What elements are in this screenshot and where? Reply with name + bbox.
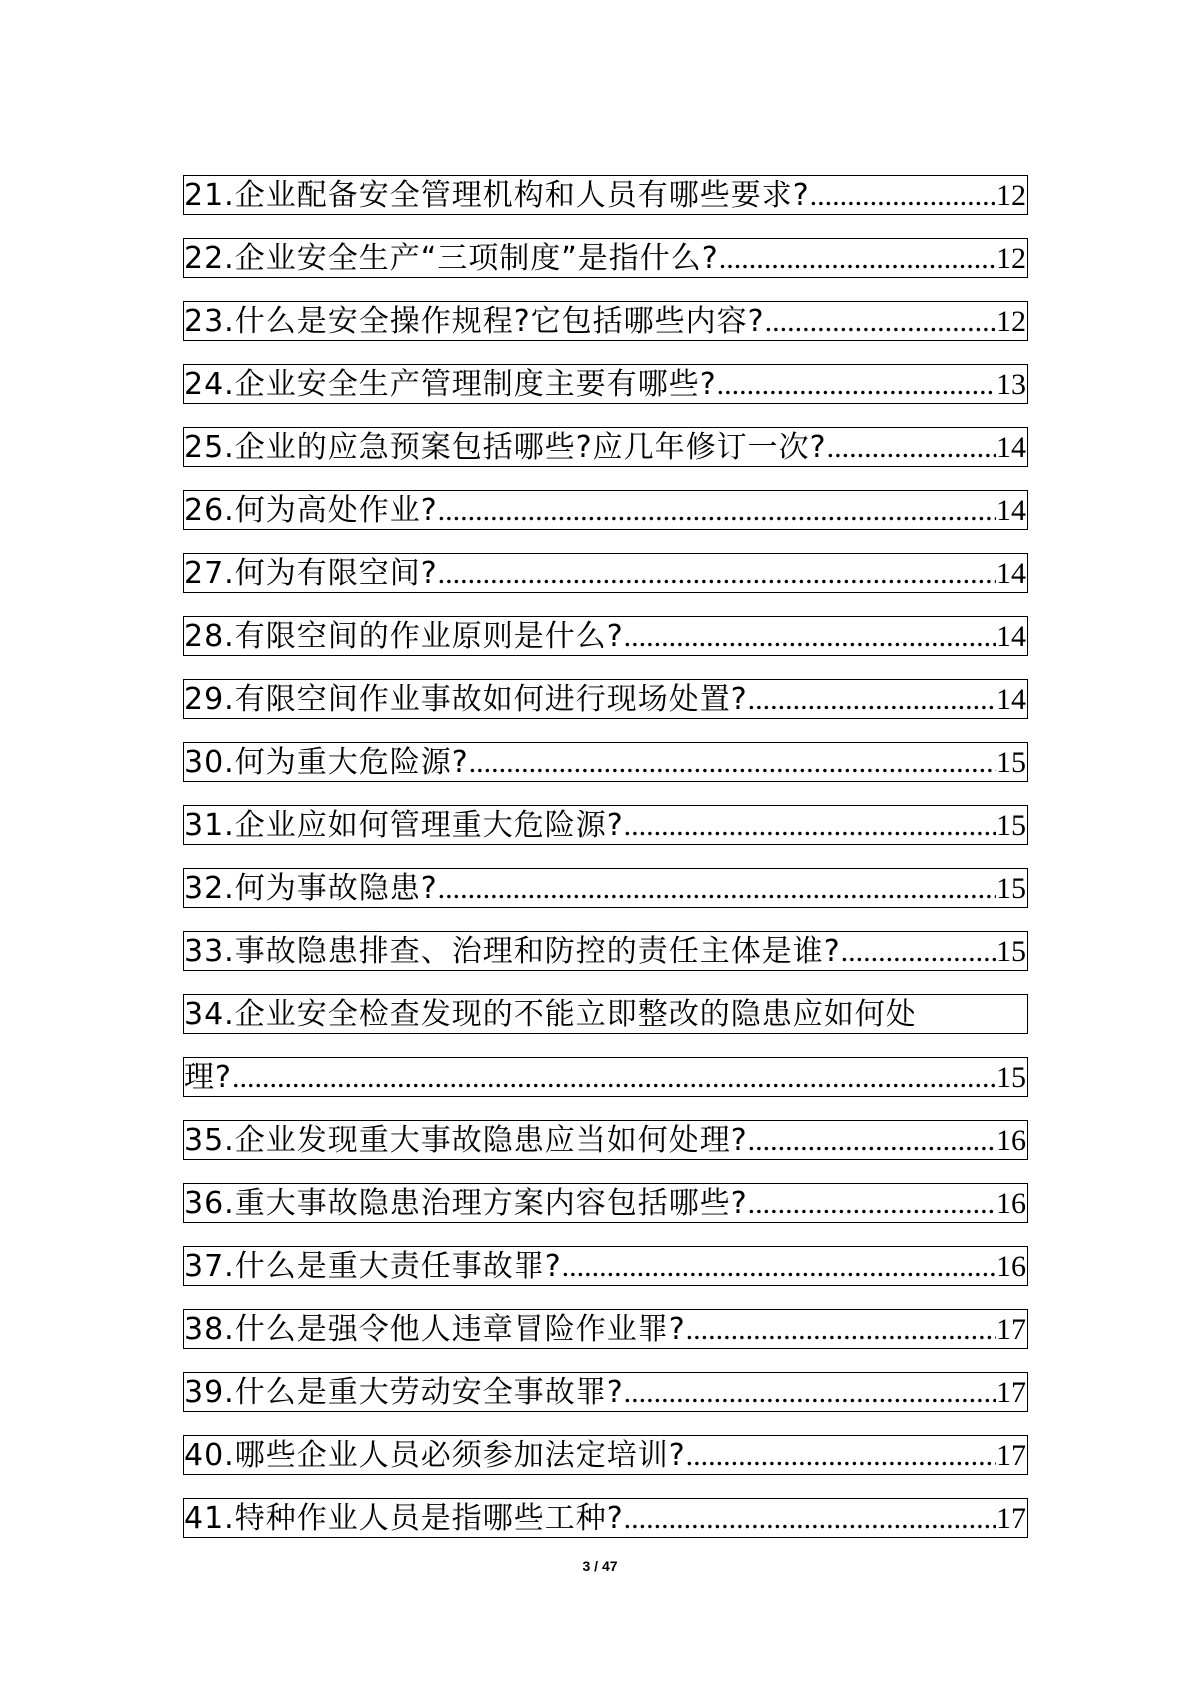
toc-entry-page: 12: [996, 242, 1026, 275]
toc-entry-title: 24.企业安全生产管理制度主要有哪些?: [184, 367, 717, 402]
page-number: 3 / 47: [582, 1558, 618, 1574]
toc-entry-page: 16: [996, 1124, 1026, 1157]
toc-entry-title: 27.何为有限空间?: [184, 556, 438, 591]
toc-entry-page: 12: [996, 179, 1026, 212]
toc-dot-leader: [686, 1312, 996, 1348]
toc-entry-title: 28.有限空间的作业原则是什么?: [184, 619, 624, 654]
toc-entry-title: 25.企业的应急预案包括哪些?应几年修订一次?: [184, 430, 827, 465]
toc-entry-title: 33.事故隐患排查、治理和防控的责任主体是谁?: [184, 934, 841, 969]
toc-dot-leader: [765, 304, 996, 340]
toc-entry-title: 22.企业安全生产“三项制度”是指什么?: [184, 241, 719, 276]
toc-entry-page: 16: [996, 1187, 1026, 1220]
toc-entry-page: 14: [996, 620, 1026, 653]
toc-dot-leader: [748, 1186, 996, 1222]
toc-entry-24[interactable]: [183, 364, 1028, 404]
toc-entry-page: 17: [996, 1376, 1026, 1409]
toc-entry-title: 41.特种作业人员是指哪些工种?: [184, 1501, 624, 1536]
toc-entry-title: 38.什么是强令他人违章冒险作业罪?: [184, 1312, 686, 1347]
toc-dot-leader: [438, 556, 996, 592]
toc-entry-page: 14: [996, 431, 1026, 464]
table-of-contents: [183, 175, 1028, 1561]
toc-entry-page: 12: [996, 305, 1026, 338]
toc-entry-40[interactable]: [183, 1435, 1028, 1475]
toc-entry-38[interactable]: [183, 1309, 1028, 1349]
toc-entry-30[interactable]: [183, 742, 1028, 782]
toc-entry-title: 37.什么是重大责任事故罪?: [184, 1249, 562, 1284]
toc-entry-page: 14: [996, 683, 1026, 716]
toc-entry-35[interactable]: [183, 1120, 1028, 1160]
toc-entry-31[interactable]: [183, 805, 1028, 845]
toc-entry-37[interactable]: [183, 1246, 1028, 1286]
toc-entry-title: 21.企业配备安全管理机构和人员有哪些要求?: [184, 178, 810, 213]
toc-entry-title: 39.什么是重大劳动安全事故罪?: [184, 1375, 624, 1410]
toc-entry-title: 32.何为事故隐患?: [184, 871, 438, 906]
toc-entry-36[interactable]: [183, 1183, 1028, 1223]
toc-entry-page: 13: [996, 368, 1026, 401]
toc-dot-leader: [841, 934, 996, 970]
toc-entry-34-line-1[interactable]: [183, 994, 1028, 1034]
toc-entry-33[interactable]: [183, 931, 1028, 971]
toc-entry-41[interactable]: [183, 1498, 1028, 1538]
toc-dot-leader: [438, 871, 996, 907]
toc-entry-39[interactable]: [183, 1372, 1028, 1412]
toc-entry-32[interactable]: [183, 868, 1028, 908]
toc-entry-page: 15: [996, 1061, 1026, 1094]
toc-dot-leader: [624, 808, 996, 844]
toc-entry-title: 26.何为高处作业?: [184, 493, 438, 528]
toc-entry-page: 16: [996, 1250, 1026, 1283]
toc-entry-page: 17: [996, 1439, 1026, 1472]
toc-entry-title: 34.企业安全检查发现的不能立即整改的隐患应如何处: [184, 997, 917, 1032]
toc-entry-page: 17: [996, 1502, 1026, 1535]
toc-entry-title: 23.什么是安全操作规程?它包括哪些内容?: [184, 304, 765, 339]
toc-entry-title: 36.重大事故隐患治理方案内容包括哪些?: [184, 1186, 748, 1221]
toc-dot-leader: [810, 178, 996, 214]
toc-entry-title: 30.何为重大危险源?: [184, 745, 469, 780]
toc-entry-title: 35.企业发现重大事故隐患应当如何处理?: [184, 1123, 748, 1158]
toc-entry-23[interactable]: [183, 301, 1028, 341]
toc-entry-page: 15: [996, 809, 1026, 842]
toc-dot-leader: [438, 493, 996, 529]
toc-entry-title: 31.企业应如何管理重大危险源?: [184, 808, 624, 843]
toc-dot-leader: [827, 430, 996, 466]
toc-entry-29[interactable]: [183, 679, 1028, 719]
toc-entry-title: 40.哪些企业人员必须参加法定培训?: [184, 1438, 686, 1473]
toc-entry-page: 17: [996, 1313, 1026, 1346]
toc-dot-leader: [624, 1501, 996, 1537]
toc-entry-page: 14: [996, 557, 1026, 590]
toc-dot-leader: [624, 1375, 996, 1411]
toc-dot-leader: [624, 619, 996, 655]
toc-dot-leader: [748, 682, 996, 718]
toc-entry-page: 15: [996, 872, 1026, 905]
toc-entry-34-line-2[interactable]: [183, 1057, 1028, 1097]
toc-entry-21[interactable]: [183, 175, 1028, 215]
toc-dot-leader: [562, 1249, 996, 1285]
toc-dot-leader: [686, 1438, 996, 1474]
toc-entry-28[interactable]: [183, 616, 1028, 656]
toc-entry-25[interactable]: [183, 427, 1028, 467]
toc-dot-leader: [719, 241, 996, 277]
toc-entry-title: 29.有限空间作业事故如何进行现场处置?: [184, 682, 748, 717]
toc-entry-27[interactable]: [183, 553, 1028, 593]
toc-entry-page: 15: [996, 746, 1026, 779]
toc-dot-leader: [748, 1123, 996, 1159]
toc-entry-page: 15: [996, 935, 1026, 968]
toc-entry-title: 理?: [184, 1060, 232, 1095]
toc-dot-leader: [469, 745, 996, 781]
toc-entry-26[interactable]: [183, 490, 1028, 530]
toc-dot-leader: [232, 1060, 996, 1096]
toc-entry-page: 14: [996, 494, 1026, 527]
toc-entry-22[interactable]: [183, 238, 1028, 278]
toc-dot-leader: [717, 367, 996, 403]
